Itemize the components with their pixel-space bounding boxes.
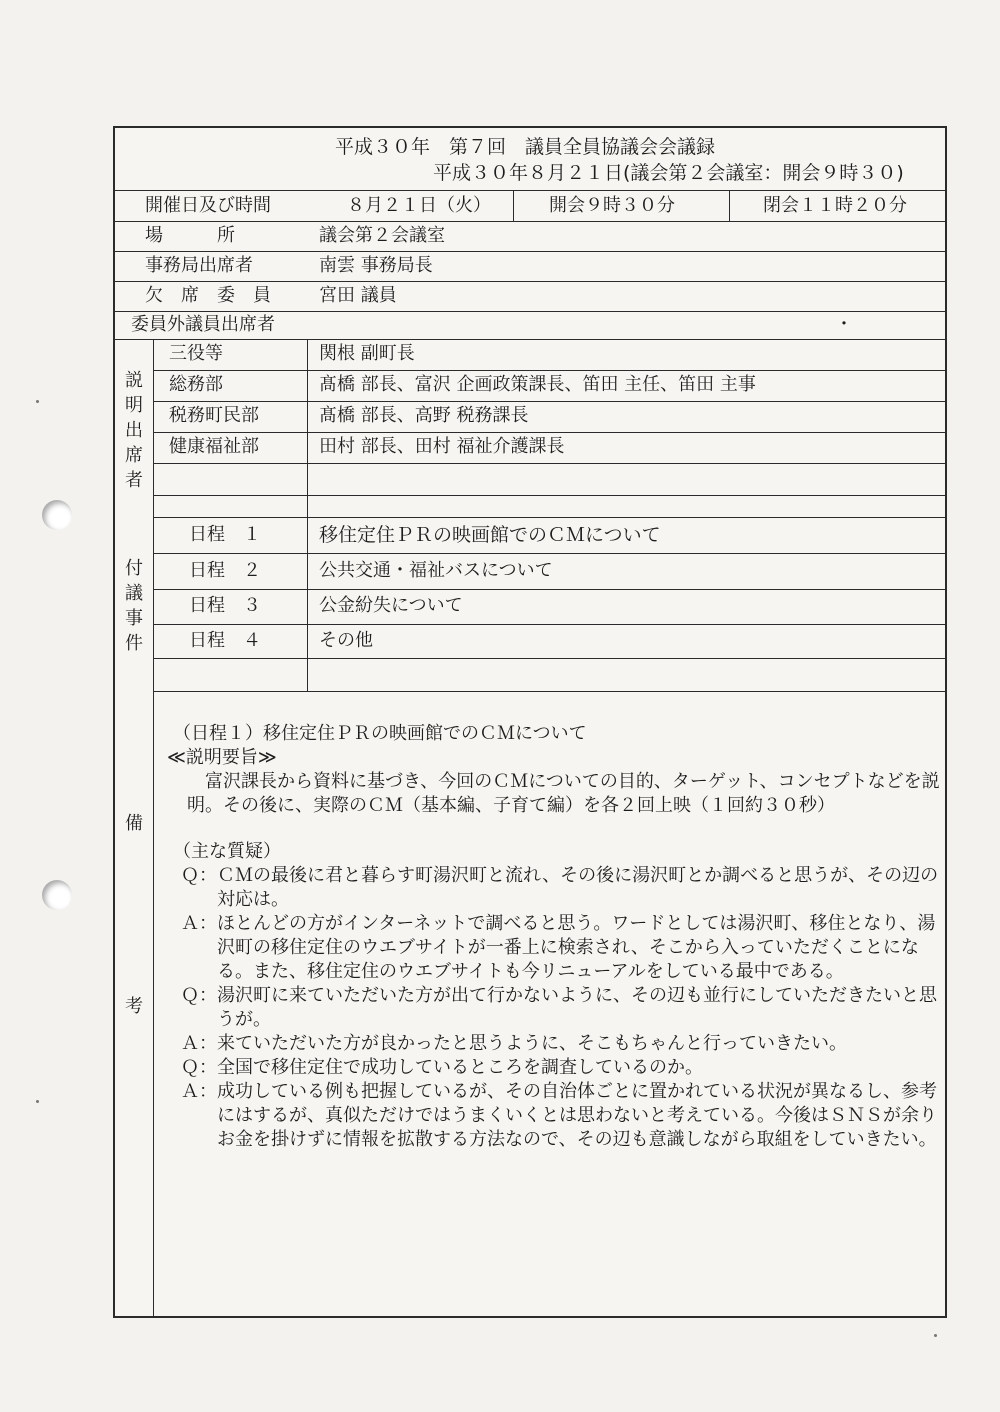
explainers-side-label (115, 368, 153, 493)
qa-label: （主な質疑） (173, 841, 281, 862)
meeting-date: ８月２１日（火） (347, 195, 491, 216)
side-char: 事 (125, 608, 143, 629)
explainer-names: 田村 部長、田村 福祉介護課長 (319, 436, 565, 457)
qa-key: Ｑ： (181, 985, 217, 1006)
meeting-title: 平成３０年 第７回 議員全員協議会会議録 (335, 136, 716, 158)
remarks-side-char: 備 (125, 813, 143, 834)
side-char: 者 (125, 470, 143, 491)
qa-key: Ｑ： (181, 1057, 217, 1078)
side-char: 説 (125, 370, 143, 391)
agenda-subject: 公金紛失について (319, 595, 463, 616)
agenda-no: 日程 ３ (189, 595, 261, 616)
qa-key: Ａ： (181, 1033, 217, 1054)
agenda-subject: その他 (319, 630, 373, 651)
explainer-names: 関根 副町長 (319, 343, 415, 364)
qa-text: ＣＭの最後に君と暮らす町湯沢町と流れ、その後に湯沢町とか調べると思うが、その辺の対応は。 (217, 865, 939, 910)
datetime-label: 開催日及び時間 (145, 195, 271, 216)
non-member-row (115, 311, 945, 340)
secretariat-label: 事務局出席者 (145, 255, 253, 276)
agenda-top-blank (153, 495, 945, 518)
agenda-side-label (115, 556, 153, 656)
agenda-row (153, 517, 945, 554)
secretariat-value: 南雲 事務局長 (319, 255, 433, 276)
place-value: 議会第２会議室 (319, 225, 445, 246)
qa-text: 来ていただいた方が良かったと思うように、そこもちゃんと行っていきたい。 (217, 1033, 847, 1054)
agenda-row (153, 624, 945, 659)
qa-item (167, 1080, 942, 1152)
qa-text: 湯沢町に来ていただいた方が出て行かないように、その辺も並行にしていただきたいと思うが。 (217, 985, 937, 1030)
qa-item (167, 864, 942, 912)
side-char: 席 (125, 445, 143, 466)
remarks-side-char: 考 (125, 996, 143, 1017)
qa-text: 成功している例も把握しているが、その自治体ごとに置かれている状況が異なるし、参考にはするが、真似ただけではうまくいくとは思わないと考えている。今後はＳＮＳが余りお金を掛けずに情報を拡散する方法なので、その辺も意識しながら取組をしていきたい。 (217, 1081, 937, 1150)
divider (729, 190, 730, 221)
explainer-dept: 健康福祉部 (169, 436, 259, 457)
meeting-date-line: 平成３０年８月２１日(議会第２会議室：開会９時３０) (433, 162, 904, 184)
explainer-row (153, 370, 945, 402)
divider (307, 495, 308, 691)
side-char: 議 (125, 583, 143, 604)
qa-text: ほとんどの方がインターネットで調べると思う。ワードとしては湯沢町、移住となり、湯沢町の移住定住のウエブサイトが一番上に検索され、そこから入っていただくことになる。また、移住定住のウエブサイトも今リニューアルをしている最中である。 (217, 913, 936, 982)
divider (307, 339, 308, 495)
scan-speck (36, 1100, 39, 1103)
absent-label: 欠 席 委 員 (145, 285, 271, 306)
non-member-label: 委員外議員出席者 (131, 314, 275, 335)
explainer-row (153, 339, 945, 371)
agenda-subject: 移住定住ＰＲの映画館でのＣＭについて (319, 524, 661, 546)
qa-text: 全国で移住定住で成功しているところを調査しているのか。 (217, 1057, 703, 1078)
agenda-no: 日程 ４ (189, 630, 261, 651)
explainer-dept: 総務部 (169, 374, 223, 395)
explainer-row (153, 432, 945, 464)
place-row (115, 221, 945, 252)
explainer-names: 髙橋 部長、高野 税務課長 (319, 405, 529, 426)
agenda-heading: （日程１）移住定住ＰＲの映画館でのＣＭについて (173, 723, 587, 744)
agenda-blank-row (153, 658, 945, 692)
summary-text: 富沢課長から資料に基づき、今回のＣＭについての目的、ターゲット、コンセプトなどを説明。その後に、実際のＣＭ（基本編、子育て編）を各２回上映（１回約３０秒） (187, 771, 940, 816)
title-row (115, 128, 945, 191)
minutes-sheet (113, 126, 947, 1318)
explainer-names: 髙橋 部長、富沢 企画政策課長、笛田 主任、笛田 主事 (319, 374, 756, 395)
agenda-no: 日程 ２ (189, 560, 261, 581)
absent-value: 宮田 議員 (319, 285, 397, 306)
explainer-dept: 三役等 (169, 343, 223, 364)
side-char: 明 (125, 395, 143, 416)
explainer-dept: 税務町民部 (169, 405, 259, 426)
qa-item (167, 1056, 942, 1080)
scan-speck (934, 1334, 937, 1337)
place-label: 場 所 (145, 225, 235, 246)
qa-item (167, 1032, 942, 1056)
explainer-blank-row (153, 463, 945, 496)
qa-key: Ａ： (181, 913, 217, 934)
agenda-row (153, 589, 945, 625)
remarks-body (167, 722, 942, 1152)
close-time: 閉会１１時２０分 (763, 195, 907, 216)
side-char: 付 (125, 558, 143, 579)
divider (513, 190, 514, 221)
divider (153, 691, 154, 1318)
scan-speck (36, 400, 39, 403)
qa-item (167, 984, 942, 1032)
punch-hole-top (42, 500, 72, 530)
agenda-no: 日程 １ (189, 524, 261, 545)
non-member-value: ・ (835, 314, 853, 335)
agenda-subject: 公共交通・福祉バスについて (319, 560, 553, 581)
side-char: 件 (125, 633, 143, 654)
secretariat-row (115, 251, 945, 282)
qa-item (167, 912, 942, 984)
side-char: 出 (125, 420, 143, 441)
summary-label: ≪説明要旨≫ (167, 747, 277, 768)
datetime-row (115, 190, 945, 222)
qa-key: Ａ： (181, 1081, 217, 1102)
open-time: 開会９時３０分 (549, 195, 675, 216)
explainer-row (153, 401, 945, 433)
punch-hole-bottom (42, 880, 72, 910)
absent-row (115, 281, 945, 312)
qa-key: Ｑ： (181, 865, 217, 886)
agenda-row (153, 553, 945, 590)
